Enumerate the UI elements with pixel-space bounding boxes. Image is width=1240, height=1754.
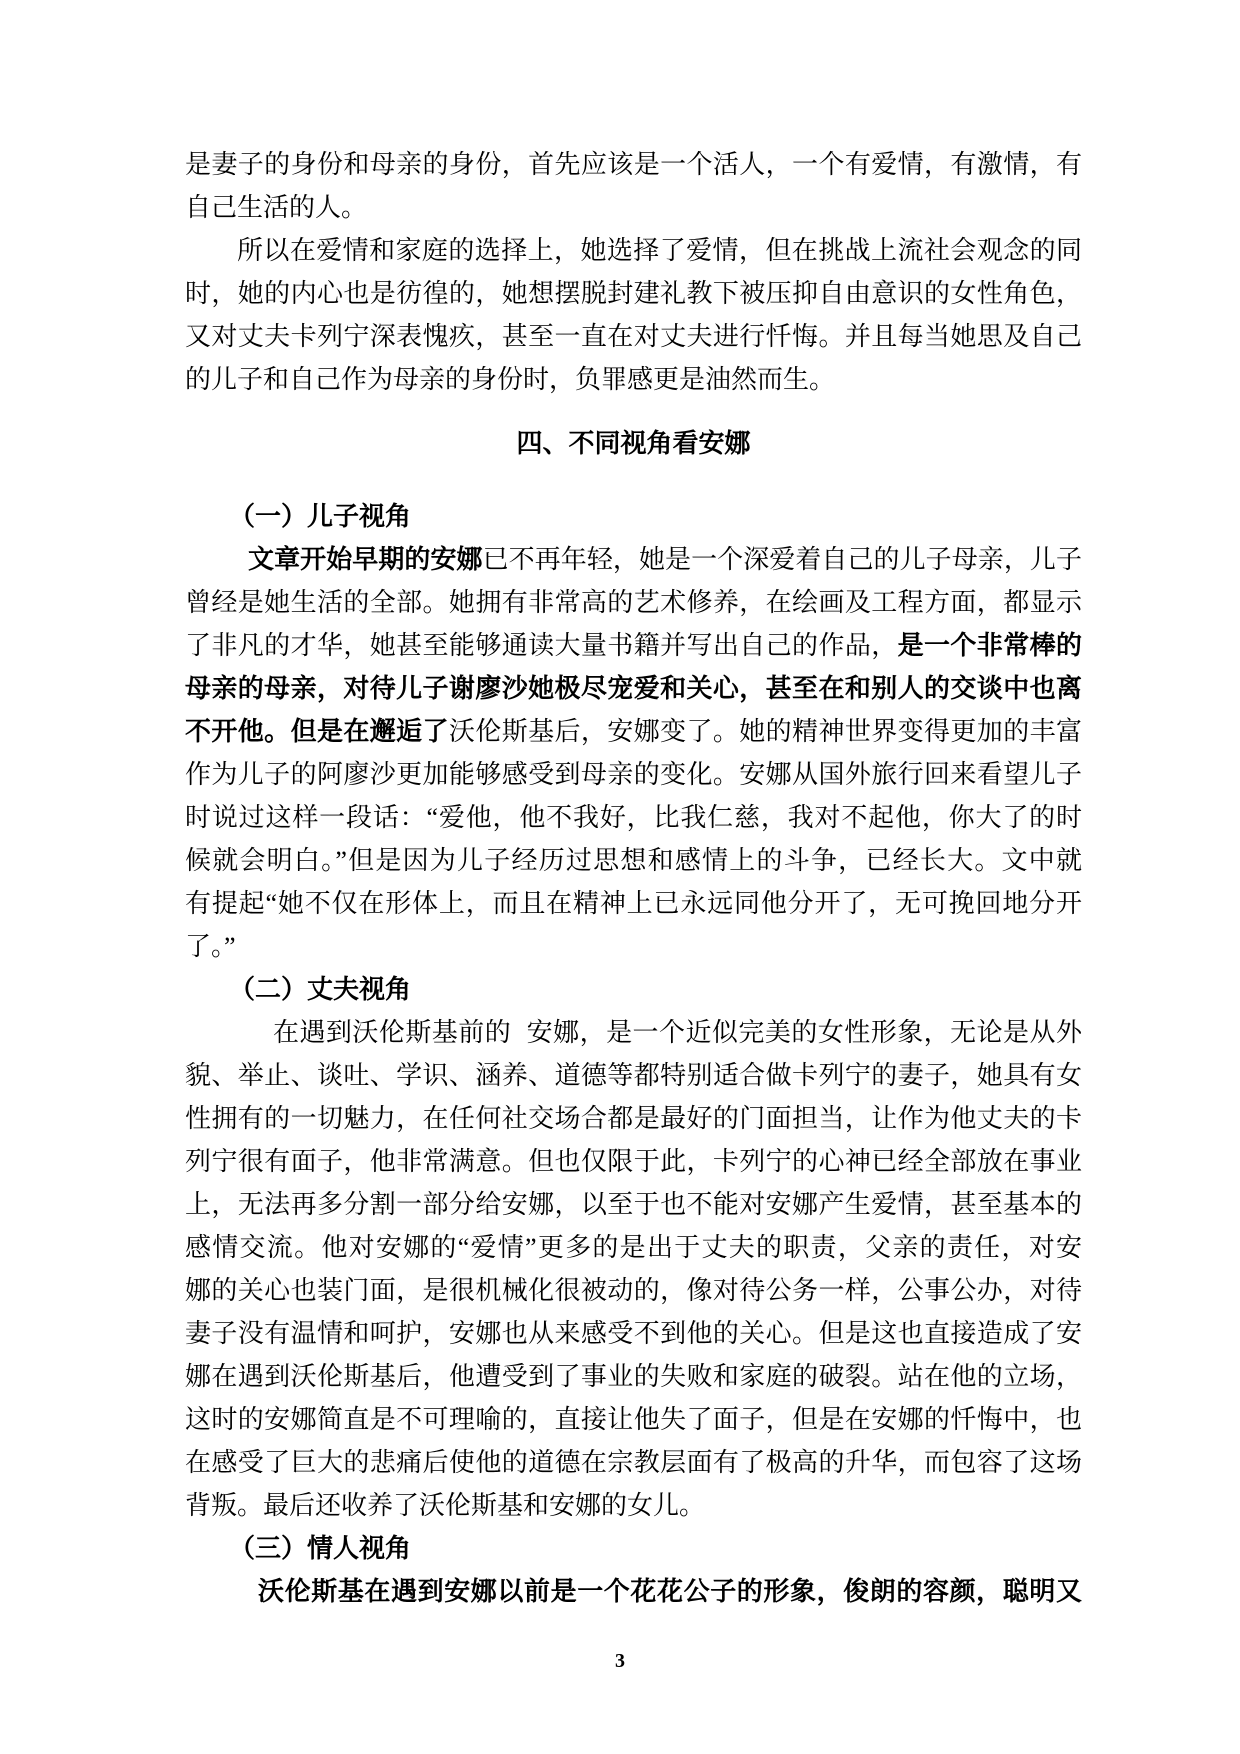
text-line xyxy=(185,272,1082,315)
text-line xyxy=(185,1441,1082,1484)
text-line xyxy=(185,1312,1082,1355)
text-line xyxy=(185,1484,1082,1527)
text-line xyxy=(185,581,1082,624)
text-line xyxy=(185,1226,1082,1269)
text-line xyxy=(185,1183,1082,1226)
text-run: 已不再年轻，她是一个深爱着自己的儿子母亲，儿子 xyxy=(482,545,1082,574)
text-line xyxy=(185,186,1082,229)
text-run: 是妻子的身份和母亲的身份，首先应该是一个活人，一个有爱情，有激情，有 xyxy=(185,150,1082,179)
subsection-heading: （一）儿子视角 xyxy=(229,502,412,531)
text-run: 有提起“她不仅在形体上，而且在精神上已永远同他分开了，无可挽回地分开 xyxy=(185,889,1082,918)
paragraph xyxy=(185,538,1082,968)
text-run: 貌、举止、谈吐、学识、涵养、道德等都特别适合做卡列宁的妻子，她具有女 xyxy=(185,1061,1082,1090)
text-run: 时说过这样一段话：“爱他，他不我好，比我仁慈，我对不起他，你大了的时 xyxy=(185,803,1082,832)
text-run: 了。” xyxy=(185,932,236,961)
text-run: 又对丈夫卡列宁深表愧疚，甚至一直在对丈夫进行忏悔。并且每当她思及自己 xyxy=(185,322,1082,351)
text-run: 候就会明白。”但是因为儿子经历过思想和感情上的斗争，已经长大。文中就 xyxy=(185,846,1082,875)
text-run: 时，她的内心也是彷徨的，她想摆脱封建礼教下被压抑自由意识的女性角色， xyxy=(185,279,1082,308)
text-run: 的儿子和自己作为母亲的身份时，负罪感更是油然而生。 xyxy=(185,365,836,394)
text-line xyxy=(185,753,1082,796)
text-line xyxy=(185,624,1082,667)
text-run: 自己生活的人。 xyxy=(185,193,368,222)
document-body xyxy=(185,143,1082,1613)
text-run: 在遇到沃伦斯基前的 xyxy=(273,1018,512,1047)
text-line xyxy=(185,839,1082,882)
text-line xyxy=(185,229,1082,272)
paragraph xyxy=(185,229,1082,401)
subsection-heading: （二）丈夫视角 xyxy=(229,975,412,1004)
text-line xyxy=(185,1097,1082,1140)
text-run: 感情交流。他对安娜的“爱情”更多的是出于丈夫的职责，父亲的责任，对安 xyxy=(185,1233,1082,1262)
text-run: 是一个非常棒的 xyxy=(897,631,1082,660)
text-run: 在感受了巨大的悲痛后使他的道德在宗教层面有了极高的升华，而包容了这场 xyxy=(185,1448,1082,1477)
text-line xyxy=(185,925,1082,968)
paragraph xyxy=(185,143,1082,229)
paragraph xyxy=(185,1570,1082,1613)
text-run: 性拥有的一切魅力，在任何社交场合都是最好的门面担当，让作为他丈夫的卡 xyxy=(185,1104,1082,1133)
text-line xyxy=(185,710,1082,753)
text-line xyxy=(185,1570,1082,1613)
text-run: 列宁很有面子，他非常满意。但也仅限于此，卡列宁的心神已经全部放在事业 xyxy=(185,1147,1082,1176)
text-run: 沃伦斯基在遇到安娜以前是一个花花公子的形象，俊朗的容颜，聪明又 xyxy=(258,1577,1082,1606)
text-run: 背叛。最后还收养了沃伦斯基和安娜的女儿。 xyxy=(185,1491,706,1520)
text-line xyxy=(185,1054,1082,1097)
text-run: 娜在遇到沃伦斯基后，他遭受到了事业的失败和家庭的破裂。站在他的立场， xyxy=(185,1362,1082,1391)
text-line xyxy=(185,1140,1082,1183)
text-run: 娜的关心也装门面，是很机械化很被动的，像对待公务一样，公事公办，对待 xyxy=(185,1276,1082,1305)
text-line xyxy=(185,1269,1082,1312)
subsection-heading: （三）情人视角 xyxy=(229,1534,412,1563)
text-run: 安娜，是一个近似完美的女性形象，无论是从外 xyxy=(526,1018,1082,1047)
page-number: 3 xyxy=(615,1650,625,1672)
text-line xyxy=(185,882,1082,925)
section-heading: 四、不同视角看安娜 xyxy=(516,429,751,458)
text-line xyxy=(185,358,1082,401)
text-run: 母亲的母亲，对待儿子谢廖沙她极尽宠爱和关心，甚至在和别人的交谈中也离 xyxy=(185,674,1082,703)
text-run: 上，无法再多分割一部分给安娜，以至于也不能对安娜产生爱情，甚至基本的 xyxy=(185,1190,1082,1219)
text-line xyxy=(185,667,1082,710)
text-line xyxy=(185,143,1082,186)
text-run: 作为儿子的阿廖沙更加能够感受到母亲的变化。安娜从国外旅行回来看望儿子 xyxy=(185,760,1082,789)
text-line xyxy=(185,796,1082,839)
text-line xyxy=(185,538,1082,581)
text-run: 文章开始早期的安娜 xyxy=(248,545,483,574)
text-run: 了非凡的才华，她甚至能够通读大量书籍并写出自己的作品， xyxy=(185,631,898,660)
text-run: 曾经是她生活的全部。她拥有非常高的艺术修养，在绘画及工程方面，都显示 xyxy=(185,588,1082,617)
text-run: 沃伦斯基后，安娜变了。她的精神世界变得更加的丰富 xyxy=(448,717,1082,746)
text-line xyxy=(185,1355,1082,1398)
paragraph xyxy=(185,1011,1082,1527)
text-run: 不开他。但是在邂逅了 xyxy=(185,717,449,746)
text-line xyxy=(185,1011,1082,1054)
text-run: 妻子没有温情和呵护，安娜也从来感受不到他的关心。但是这也直接造成了安 xyxy=(185,1319,1082,1348)
text-run: 这时的安娜简直是不可理喻的，直接让他失了面子，但是在安娜的忏悔中，也 xyxy=(185,1405,1082,1434)
text-run: 所以在爱情和家庭的选择上，她选择了爱情，但在挑战上流社会观念的同 xyxy=(237,236,1082,265)
text-line xyxy=(185,315,1082,358)
text-line xyxy=(185,1398,1082,1441)
